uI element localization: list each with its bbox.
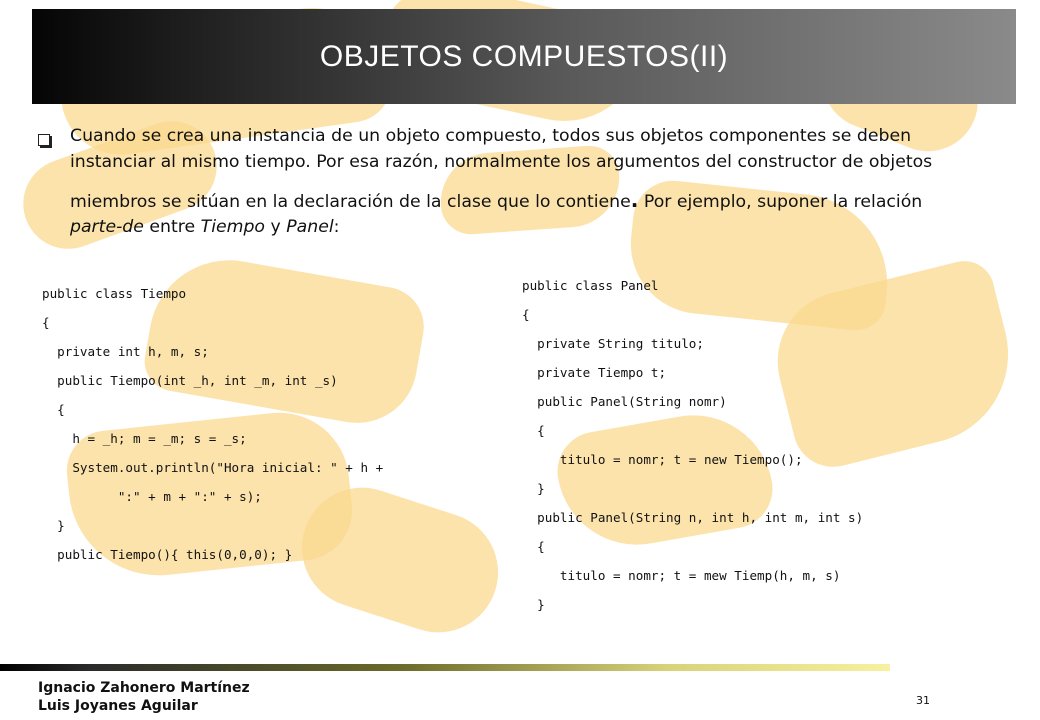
emphasis-text: Tiempo — [200, 217, 266, 237]
background-decoration — [551, 403, 779, 558]
code-line: private String titulo; — [522, 336, 704, 351]
code-line: titulo = nomr; t = new Tiempo(); — [522, 452, 803, 467]
code-line: public Tiempo(int _h, int _m, int _s) — [42, 373, 338, 388]
background-decoration — [140, 248, 430, 433]
author-name: Luis Joyanes Aguilar — [38, 698, 198, 714]
bullet-checkbox-icon — [38, 134, 50, 146]
paragraph-text: Por ejemplo, suponer la relación — [638, 192, 923, 212]
paragraph-text: : — [333, 217, 340, 237]
emphasis-text: Panel — [286, 217, 334, 237]
code-line: { — [42, 402, 65, 417]
code-line: ":" + m + ":" + s); — [42, 489, 262, 504]
title-bar — [32, 9, 1016, 104]
code-line: { — [522, 307, 530, 322]
code-line: { — [522, 539, 545, 554]
code-line: { — [522, 423, 545, 438]
page-number: 31 — [916, 694, 930, 707]
paragraph-line: Cuando se crea una instancia de un objeto compuesto, todos sus objetos componentes se deben — [70, 126, 912, 146]
paragraph-text: miembros se sitúan en la declaración de la clase que lo contiene — [70, 192, 631, 212]
code-line: private int h, m, s; — [42, 344, 209, 359]
code-line: System.out.println("Hora inicial: " + h + — [42, 460, 384, 475]
code-line: private Tiempo t; — [522, 365, 667, 380]
paragraph-text: y — [265, 217, 287, 237]
code-line: public class Panel — [522, 278, 659, 293]
slide-title: OBJETOS COMPUESTOS(II) — [319, 39, 729, 73]
code-line: public Tiempo(){ this(0,0,0); } — [42, 547, 293, 562]
paragraph-line — [70, 217, 339, 237]
paragraph-text: entre — [143, 217, 201, 237]
code-line: h = _h; m = _m; s = _s; — [42, 431, 247, 446]
code-line: } — [42, 518, 65, 533]
code-line: { — [42, 315, 50, 330]
code-line: public Panel(String nomr) — [522, 394, 727, 409]
code-line: public Panel(String n, int h, int m, int s) — [522, 510, 864, 525]
paragraph-line — [70, 188, 922, 212]
footer-divider — [0, 664, 890, 671]
code-line: titulo = nomr; t = mew Tiemp(h, m, s) — [522, 568, 841, 583]
code-line: public class Tiempo — [42, 286, 187, 301]
code-line: } — [522, 597, 545, 612]
paragraph-line: instanciar al mismo tiempo. Por esa razón, normalmente los argumentos del constructor de objetos — [70, 152, 933, 172]
code-line: } — [522, 481, 545, 496]
author-name: Ignacio Zahonero Martínez — [38, 680, 250, 696]
paragraph-period: . — [630, 188, 639, 212]
emphasis-text: parte-de — [70, 217, 144, 237]
